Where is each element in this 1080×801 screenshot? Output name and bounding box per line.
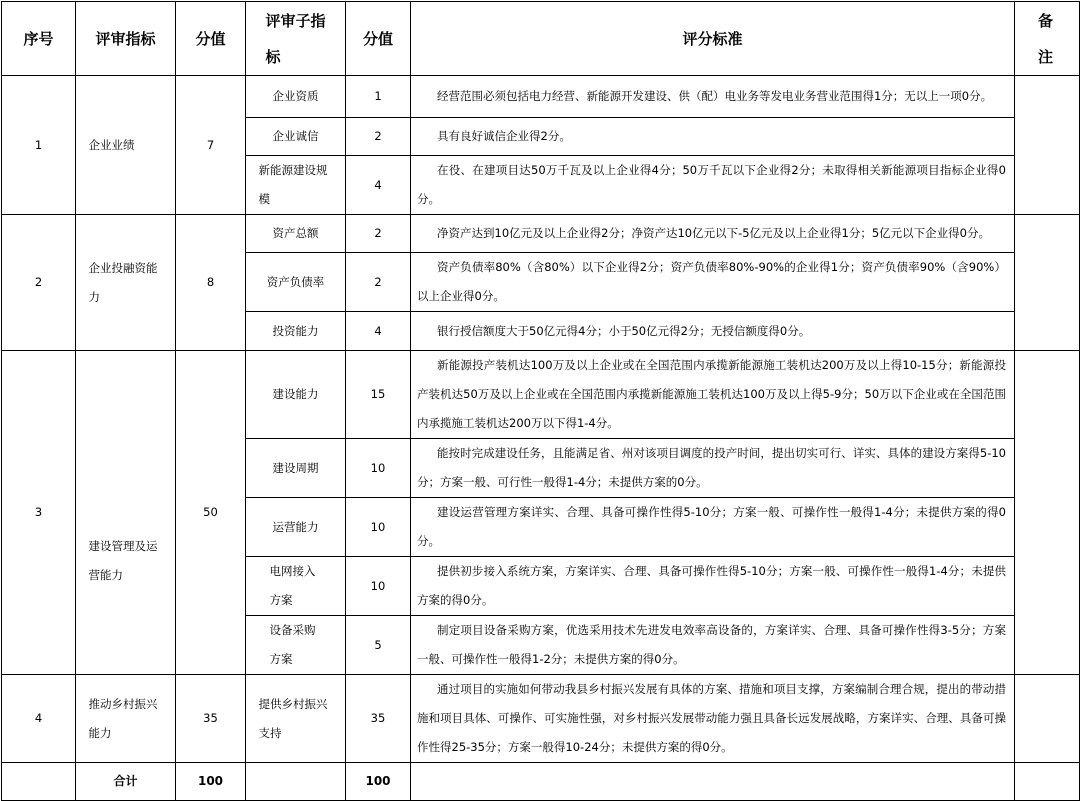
header-score: 分值 (176, 2, 246, 76)
remark-cell (1015, 76, 1080, 215)
total-empty-cell (1015, 763, 1080, 801)
criteria-cell: 通过项目的实施如何带动我县乡村振兴发展有具体的方案、措施和项目支撑，方案编制合理合规，提出的带动措施和项目具体、可操作、可实施性强，对乡村振兴发展带动能力强且具备长远发展战略，方案详实、合理、具备可操作性得25-35分；方案一般得10-24分；未提供方案的得0分。 (411, 675, 1015, 763)
sub-score: 10 (346, 498, 411, 557)
table-row (2, 351, 1080, 439)
group-score: 7 (176, 76, 246, 215)
sub-indicator: 建设能力 (246, 351, 346, 439)
table-row (2, 76, 1080, 118)
criteria-cell: 在役、在建项目达50万千瓦及以上企业得4分；50万千瓦以下企业得2分；未取得相关新能源项目指标企业得0分。 (411, 156, 1015, 215)
total-label: 合计 (76, 763, 176, 801)
header-indicator: 评审指标 (76, 2, 176, 76)
total-score: 100 (176, 763, 246, 801)
sub-score: 1 (346, 76, 411, 118)
criteria-cell: 银行授信额度大于50亿元得4分；小于50亿元得2分；无授信额度得0分。 (411, 312, 1015, 351)
criteria-cell: 净资产达到10亿元及以上企业得2分；净资产达10亿元以下-5亿元及以上企业得1分；5亿元以下企业得0分。 (411, 215, 1015, 253)
total-sub-score: 100 (346, 763, 411, 801)
sub-indicator: 运营能力 (246, 498, 346, 557)
criteria-cell: 建设运营管理方案详实、合理、具备可操作性得5-10分；方案一般、可操作性一般得1-4分；未提供方案的得0分。 (411, 498, 1015, 557)
group-score: 50 (176, 351, 246, 675)
group-seq: 1 (2, 76, 76, 215)
sub-score: 5 (346, 616, 411, 675)
sub-score: 15 (346, 351, 411, 439)
sub-indicator: 企业诚信 (246, 118, 346, 156)
total-row (2, 763, 1080, 801)
sub-indicator: 新能源建设规模 (246, 156, 346, 215)
total-empty-cell (2, 763, 76, 801)
remark-cell (1015, 215, 1080, 351)
remark-cell (1015, 675, 1080, 763)
criteria-cell: 具有良好诚信企业得2分。 (411, 118, 1015, 156)
criteria-cell: 制定项目设备采购方案，优选采用技术先进发电效率高设备的，方案详实、合理、具备可操作性得3-5分；方案一般、可操作性一般得1-2分；未提供方案的得0分。 (411, 616, 1015, 675)
criteria-cell: 能按时完成建设任务，且能满足省、州对该项目调度的投产时间，提出切实可行、详实、具体的建设方案得5-10分；方案一般、可行性一般得1-4分；未提供方案的0分。 (411, 439, 1015, 498)
header-seq: 序号 (2, 2, 76, 76)
group-score: 8 (176, 215, 246, 351)
criteria-cell: 新能源投产装机达100万及以上企业或在全国范围内承揽新能源施工装机达200万及以上得10-15分；新能源投产装机达50万及以上企业或在全国范围内承揽新能源施工装机达100万及以上得5-9分；50万以下企业或在全国范围内承揽施工装机达200万以下得1-4分。 (411, 351, 1015, 439)
table-row (2, 215, 1080, 253)
sub-score: 4 (346, 156, 411, 215)
group-indicator: 建设管理及运营能力 (76, 351, 176, 675)
sub-score: 35 (346, 675, 411, 763)
sub-score: 2 (346, 253, 411, 312)
header-sub-score: 分值 (346, 2, 411, 76)
group-seq: 2 (2, 215, 76, 351)
sub-score: 2 (346, 215, 411, 253)
sub-indicator: 资产总额 (246, 215, 346, 253)
group-indicator: 推动乡村振兴能力 (76, 675, 176, 763)
group-seq: 3 (2, 351, 76, 675)
group-indicator: 企业业绩 (76, 76, 176, 215)
criteria-cell: 资产负债率80%（含80%）以下企业得2分；资产负债率80%-90%的企业得1分；资产负债率90%（含90%）以上企业得0分。 (411, 253, 1015, 312)
scoring-table (1, 1, 1080, 801)
header-remark: 备注 (1015, 2, 1080, 76)
sub-score: 2 (346, 118, 411, 156)
criteria-cell: 提供初步接入系统方案，方案详实、合理、具备可操作性得5-10分；方案一般、可操作性一般得1-4分；未提供方案的得0分。 (411, 557, 1015, 616)
sub-indicator: 企业资质 (246, 76, 346, 118)
sub-indicator: 提供乡村振兴支持 (246, 675, 346, 763)
sub-indicator: 电网接入方案 (246, 557, 346, 616)
criteria-cell: 经营范围必须包括电力经营、新能源开发建设、供（配）电业务等发电业务营业范围得1分；无以上一项0分。 (411, 76, 1015, 118)
sub-score: 10 (346, 557, 411, 616)
total-empty-cell (246, 763, 346, 801)
remark-cell (1015, 351, 1080, 675)
sub-indicator: 建设周期 (246, 439, 346, 498)
total-empty-cell (411, 763, 1015, 801)
group-score: 35 (176, 675, 246, 763)
header-row (2, 2, 1080, 76)
sub-indicator: 设备采购方案 (246, 616, 346, 675)
group-indicator: 企业投融资能力 (76, 215, 176, 351)
sub-score: 10 (346, 439, 411, 498)
sub-score: 4 (346, 312, 411, 351)
sub-indicator: 资产负债率 (246, 253, 346, 312)
header-sub-indicator: 评审子指标 (246, 2, 346, 76)
table-row (2, 675, 1080, 763)
group-seq: 4 (2, 675, 76, 763)
header-criteria: 评分标准 (411, 2, 1015, 76)
sub-indicator: 投资能力 (246, 312, 346, 351)
